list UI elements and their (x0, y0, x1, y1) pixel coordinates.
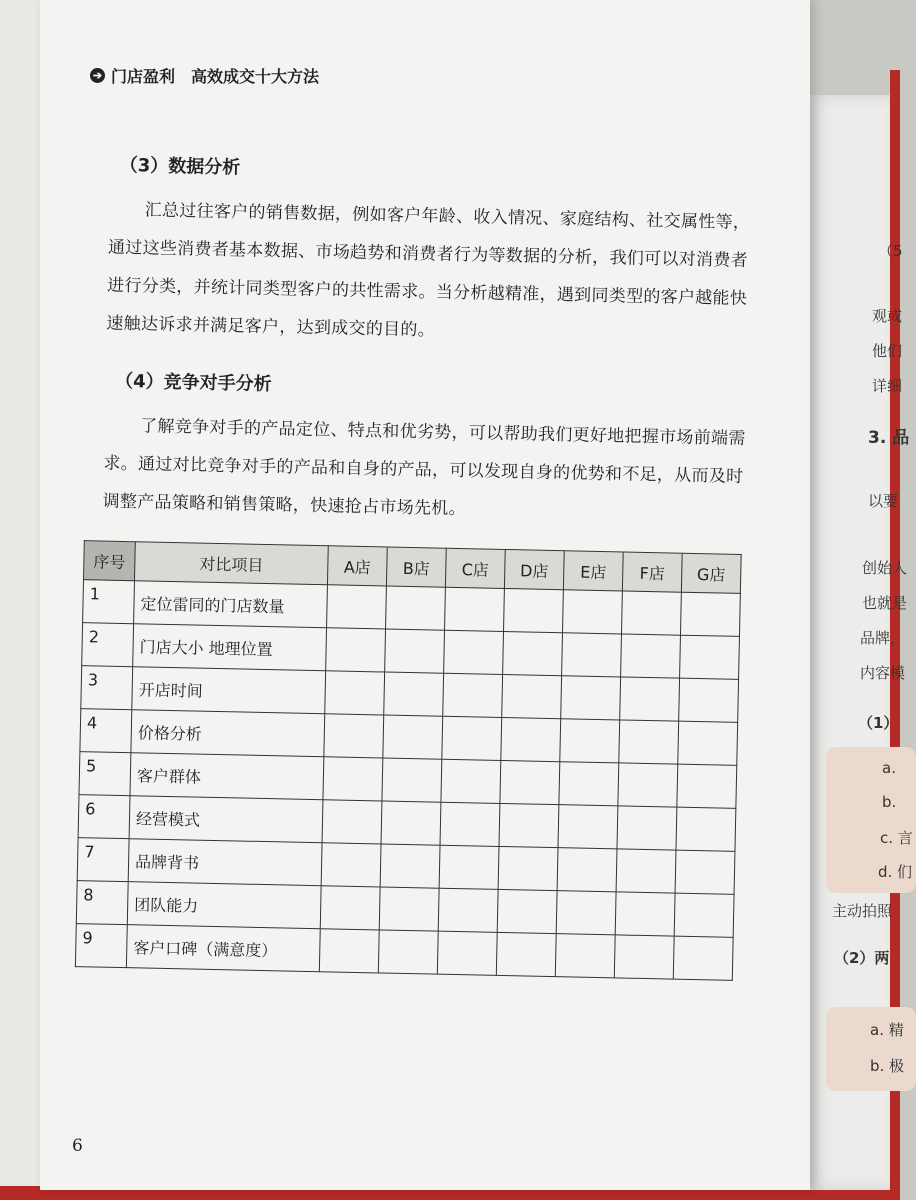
empty-cell (499, 803, 559, 847)
empty-cell (320, 886, 380, 930)
comparison-table (75, 540, 742, 981)
empty-cell (673, 936, 733, 980)
right-fragment: a. (882, 759, 896, 777)
empty-cell (496, 932, 556, 976)
right-fragment: 详细 (872, 377, 903, 395)
header-store: B店 (386, 547, 446, 587)
empty-cell (680, 592, 740, 636)
section-title: （3）数据分析 (119, 154, 241, 179)
header-item: 对比项目 (134, 542, 328, 585)
row-item: 团队能力 (127, 882, 321, 929)
page-number: 6 (72, 1136, 83, 1156)
page-content (63, 150, 760, 981)
header-store: C店 (445, 548, 505, 588)
empty-cell (617, 806, 677, 850)
empty-cell (437, 931, 497, 975)
empty-cell (385, 629, 445, 673)
row-item: 门店大小 地理位置 (133, 624, 327, 671)
right-fragment: d. 们 (878, 863, 913, 881)
empty-cell (440, 802, 500, 846)
row-item: 开店时间 (132, 667, 326, 714)
empty-cell (319, 929, 379, 973)
empty-cell (439, 845, 499, 889)
row-number: 5 (79, 752, 131, 796)
right-fragment: 品牌， (860, 629, 906, 647)
header-store: E店 (563, 551, 623, 591)
empty-cell (679, 678, 739, 722)
row-number: 2 (82, 623, 134, 667)
empty-cell (497, 889, 557, 933)
right-fragment: 他们 (872, 342, 903, 360)
right-fragment: b. (882, 793, 897, 811)
empty-cell (674, 893, 734, 937)
empty-cell (560, 719, 620, 763)
empty-cell (555, 934, 615, 978)
empty-cell (677, 764, 737, 808)
empty-cell (383, 715, 443, 759)
right-fragment: 内容模 (860, 664, 906, 682)
header-store: A店 (327, 546, 387, 586)
empty-cell (386, 586, 446, 630)
row-number: 8 (76, 881, 128, 925)
header-store: D店 (504, 549, 564, 589)
empty-cell (562, 590, 622, 634)
empty-cell (618, 763, 678, 807)
row-number: 1 (83, 580, 135, 624)
empty-cell (675, 850, 735, 894)
empty-cell (443, 673, 503, 717)
empty-cell (504, 588, 564, 632)
empty-cell (442, 716, 502, 760)
empty-cell (327, 585, 387, 629)
right-fragment: a. 精 (870, 1021, 904, 1039)
empty-cell (621, 591, 681, 635)
empty-cell (616, 849, 676, 893)
empty-cell (680, 635, 740, 679)
right-highlight-box (826, 747, 916, 893)
right-highlight-box (826, 1007, 916, 1091)
row-number: 7 (77, 838, 129, 882)
row-number: 9 (75, 924, 127, 968)
right-fragment: b. 极 (870, 1057, 905, 1075)
section-title: （4）竞争对手分析 (114, 370, 272, 396)
empty-cell (323, 757, 383, 801)
right-fragment: 3. 品 (868, 428, 910, 448)
empty-cell (678, 721, 738, 765)
header-store: F店 (622, 552, 682, 592)
empty-cell (498, 846, 558, 890)
empty-cell (502, 674, 562, 718)
right-fragment: c. 言 (880, 829, 913, 847)
empty-cell (559, 762, 619, 806)
empty-cell (378, 930, 438, 974)
empty-cell (321, 843, 381, 887)
empty-cell (558, 805, 618, 849)
empty-cell (562, 633, 622, 677)
row-item: 经营模式 (129, 796, 323, 843)
empty-cell (500, 760, 560, 804)
empty-cell (445, 587, 505, 631)
page-stack-edge (0, 0, 15, 1200)
right-fragment: （5 (878, 242, 903, 260)
row-item: 定位雷同的门店数量 (134, 581, 328, 628)
empty-cell (379, 887, 439, 931)
empty-cell (615, 892, 675, 936)
right-fragment: 观或 (872, 307, 903, 325)
row-number: 4 (80, 709, 132, 753)
empty-cell (441, 759, 501, 803)
empty-cell (676, 807, 736, 851)
right-fragment: 创始人 (862, 559, 908, 577)
empty-cell (561, 676, 621, 720)
page-stack-edge (26, 0, 41, 1200)
empty-cell (438, 888, 498, 932)
empty-cell (324, 714, 384, 758)
row-number: 3 (81, 666, 133, 710)
right-fragment: （2）两 (834, 949, 890, 967)
empty-cell (503, 631, 563, 675)
empty-cell (621, 634, 681, 678)
book-title: 门店盈利 (111, 67, 176, 86)
empty-cell (322, 800, 382, 844)
right-fragment: （1） (858, 714, 899, 732)
empty-cell (325, 671, 385, 715)
running-header (90, 64, 319, 87)
right-fragment: 主动拍照 (832, 902, 893, 920)
right-page (810, 95, 913, 1190)
empty-cell (619, 720, 679, 764)
empty-cell (326, 628, 386, 672)
empty-cell (384, 672, 444, 716)
body-paragraph: 了解竞争对手的产品定位、特点和优劣势，可以帮助我们更好地把握市场前端需求。通过对比竞争对手的产品和自身的产品，可以发现自身的优势和不足，从而及时调整产品策略和销售策略，快速抢占市场先机。 (102, 416, 746, 520)
header-store: G店 (681, 553, 741, 593)
row-item: 客户群体 (130, 753, 324, 800)
row-item: 价格分析 (131, 710, 325, 757)
header-index: 序号 (84, 541, 136, 581)
empty-cell (614, 935, 674, 979)
book-subtitle: 高效成交十大方法 (191, 67, 320, 86)
row-item: 品牌背书 (128, 839, 322, 886)
arrow-right-icon: ➔ (90, 68, 105, 83)
empty-cell (381, 801, 441, 845)
empty-cell (382, 758, 442, 802)
row-number: 6 (78, 795, 130, 839)
row-item: 客户口碑（满意度） (126, 925, 320, 972)
empty-cell (556, 891, 616, 935)
empty-cell (557, 848, 617, 892)
body-paragraph: 汇总过往客户的销售数据，例如客户年龄、收入情况、家庭结构、社交属性等，通过这些消费者基本数据、市场趋势和消费者行为等数据的分析，我们可以对消费者进行分类，并统计同类型客户的共性需求。当分析越精准，遇到同类型的客户越能快速触达诉求并满足客户，达到成交的目的。 (106, 200, 751, 341)
empty-cell (620, 677, 680, 721)
empty-cell (444, 630, 504, 674)
right-fragment: 以要 (868, 492, 899, 510)
empty-cell (501, 717, 561, 761)
right-fragment: 也就是 (862, 594, 908, 612)
empty-cell (380, 844, 440, 888)
